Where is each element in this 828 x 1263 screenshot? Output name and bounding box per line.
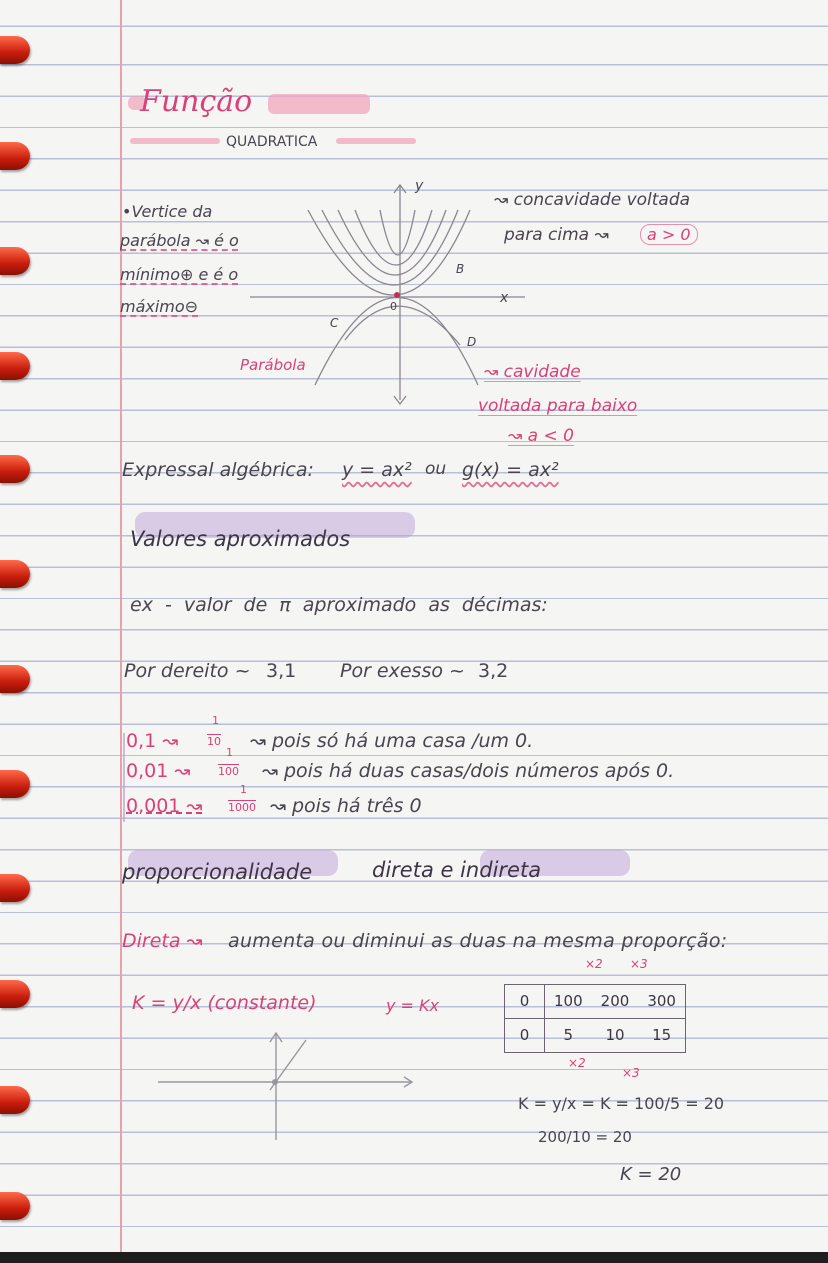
concavity-down-line: voltada para baixo — [478, 396, 638, 416]
table-bottom-mark: ×2 — [568, 1056, 586, 1070]
y-axis-label: y — [415, 178, 424, 194]
expression-prefix: Expressal algébrica: — [122, 459, 314, 481]
section-heading-prop-rest: direta e indireta — [372, 858, 542, 882]
k-calculation: K = y/x = K = 100/5 = 20 — [518, 1094, 725, 1113]
parabola-caption: Parábola — [240, 356, 306, 374]
table-cell: 300 — [638, 985, 685, 1019]
page-title: Função — [140, 84, 253, 119]
origin-label: 0 — [390, 300, 397, 313]
proportion-table — [504, 984, 686, 1053]
point-b-label: B — [456, 262, 465, 276]
table-top-mark: ×3 — [630, 957, 648, 971]
page-subtitle: QUADRATICA — [226, 134, 318, 150]
concavity-up-condition: a > 0 — [640, 224, 698, 245]
decimal-frac-den: 100 — [218, 765, 239, 778]
k-formula: K = y/x (constante) — [132, 992, 317, 1014]
decimal-value: 0,001 ↝ — [126, 795, 203, 817]
expression-formula-g: g(x) = ax² — [462, 459, 559, 481]
k-result: K = 20 — [620, 1164, 682, 1185]
table-cell: 15 — [652, 1026, 672, 1045]
x-axis-label: x — [500, 290, 509, 306]
rounding-default-value: 3,1 — [266, 660, 297, 682]
vertex-note-line: mínimo⊕ e é o — [120, 265, 239, 284]
decimal-note: ↝ pois só há uma casa /um 0. — [250, 730, 534, 752]
decimal-value: 0,1 ↝ — [126, 730, 179, 752]
k-calculation-2: 200/10 = 20 — [538, 1128, 632, 1146]
decimal-note: ↝ pois há duas casas/dois números após 0. — [262, 760, 675, 782]
section-heading-prop: proporcionalidade — [122, 860, 313, 884]
concavity-down-condition: ↝ a < 0 — [508, 426, 574, 446]
concavity-down-line: ↝ cavidade — [484, 362, 581, 382]
decimal-note: ↝ pois há três 0 — [270, 795, 422, 817]
table-cell: 100 — [545, 985, 592, 1019]
table-cell: 0 — [505, 1019, 545, 1053]
section-heading-approx: Valores aproximados — [130, 527, 351, 551]
direct-label: Direta ↝ — [122, 930, 203, 952]
table-top-mark: ×2 — [585, 957, 603, 971]
expression-formula-y: y = ax² — [342, 459, 412, 481]
concavity-up-line: para cima ↝ — [504, 225, 609, 245]
direct-definition: aumenta ou diminui as duas na mesma proporção: — [228, 930, 728, 952]
decimal-frac-num: 1 — [212, 714, 219, 727]
vertex-note-line: •Vertice da — [122, 202, 213, 221]
page-bottom-edge — [0, 1252, 828, 1263]
concavity-up-line: ↝ concavidade voltada — [494, 190, 691, 210]
decimal-frac-num: 1 — [226, 746, 233, 759]
rounding-excess-label: Por exesso ~ — [340, 660, 465, 682]
point-d-label: D — [467, 335, 477, 349]
point-c-label: C — [330, 316, 339, 330]
vertex-note-line: parábola ↝ é o — [120, 231, 239, 250]
table-bottom-mark: ×3 — [622, 1066, 640, 1080]
decimal-frac-num: 1 — [240, 783, 247, 796]
table-cell: 10 — [605, 1026, 625, 1045]
y-formula: y = Kx — [386, 996, 440, 1015]
rounding-excess-value: 3,2 — [478, 660, 509, 682]
rounding-default-label: Por dereito ~ — [124, 660, 251, 682]
example-text: ex - valor de π aproximado as décimas: — [130, 594, 548, 616]
table-cell: 0 — [505, 985, 545, 1019]
table-cell: 5 — [563, 1026, 574, 1045]
table-cell: 200 — [592, 985, 639, 1019]
decimal-frac-den: 10 — [207, 735, 221, 748]
decimal-frac-den: 1000 — [228, 801, 256, 814]
decimal-value: 0,01 ↝ — [126, 760, 191, 782]
vertex-note-line: máximo⊖ — [120, 297, 199, 316]
expression-or: ou — [425, 459, 447, 479]
